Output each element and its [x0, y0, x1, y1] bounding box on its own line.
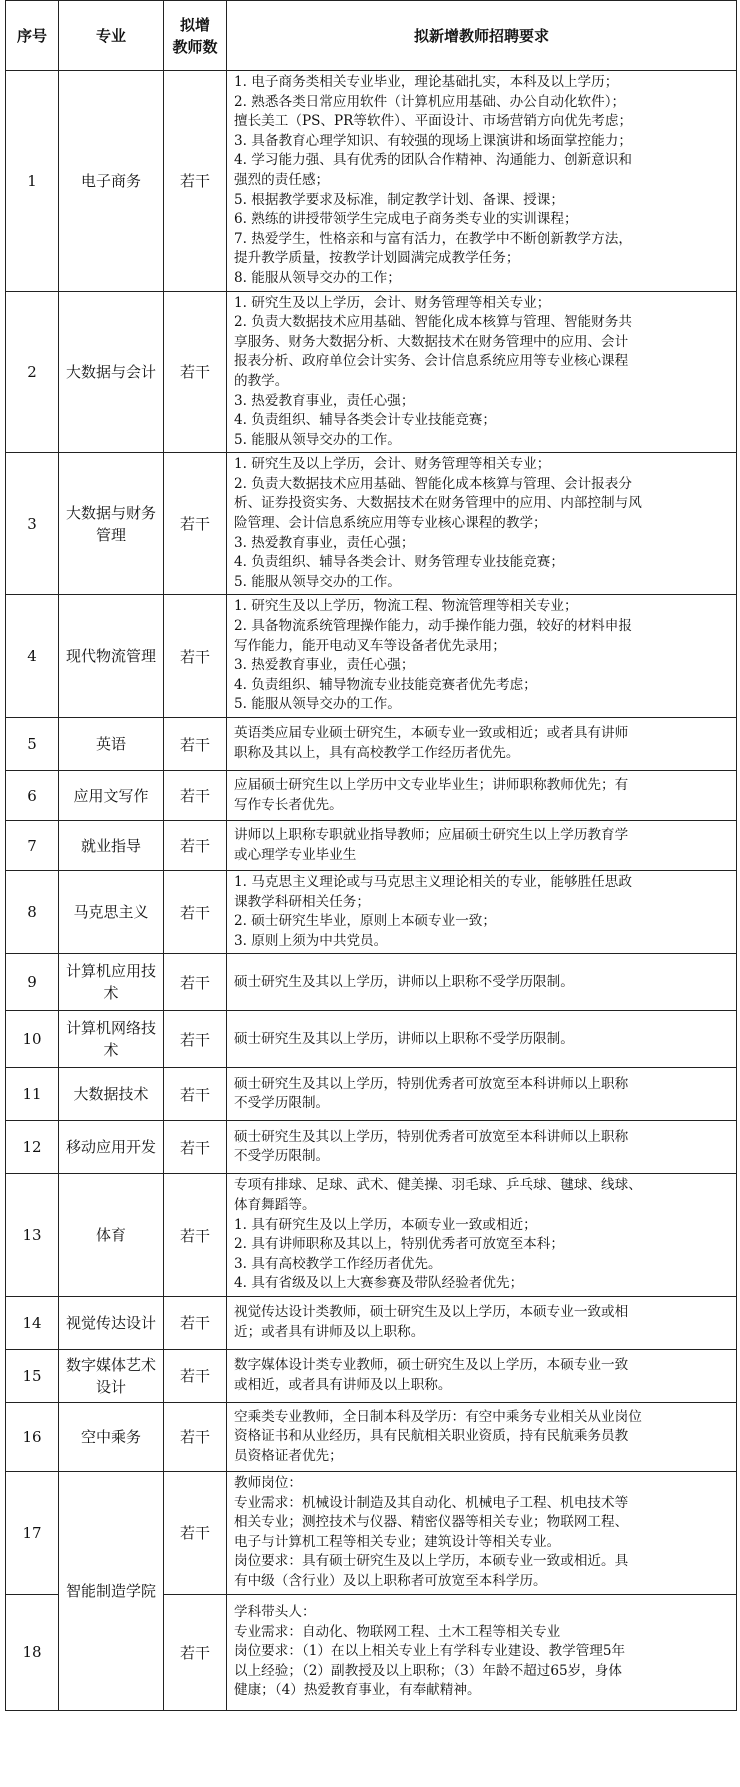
requirement-line: 有中级（含行业）及以上职称者可放宽至本科学历。 — [234, 1572, 547, 1589]
requirement-line: 健康；（4）热爱教育事业，有奉献精神。 — [234, 1682, 481, 1699]
row-index: 7 — [6, 821, 59, 871]
row-major: 计算机应用技术 — [59, 954, 164, 1011]
requirement-line: 视觉传达设计类教师，硕士研究生及以上学历，本硕专业一致或相 — [234, 1304, 629, 1321]
row-major: 智能制造学院 — [59, 1471, 164, 1710]
requirement-line: 提升教学质量，按教学计划圆满完成教学任务； — [234, 250, 520, 267]
requirement-line: 6. 熟练的讲授带领学生完成电子商务类专业的实训课程； — [234, 211, 578, 228]
requirement-line: 课教学科研相关任务； — [234, 893, 370, 910]
header-index: 序号 — [6, 1, 59, 71]
table-row — [6, 453, 737, 595]
requirement-line: 硕士研究生及其以上学历，特别优秀者可放宽至本科讲师以上职称 — [234, 1075, 629, 1092]
requirement-line: 学科带头人： — [234, 1604, 316, 1621]
requirement-line: 3. 具备教育心理学知识、有较强的现场上课演讲和场面掌控能力； — [234, 132, 632, 149]
row-index: 10 — [6, 1011, 59, 1068]
row-major: 视觉传达设计 — [59, 1296, 164, 1349]
table-row — [6, 1402, 737, 1471]
requirement-line: 职称及其以上，具有高校教学工作经历者优先。 — [234, 745, 520, 761]
requirement-line: 硕士研究生及其以上学历，讲师以上职称不受学历限制。 — [234, 1030, 574, 1047]
requirement-line: 写作能力，能开电动叉车等设备者优先录用； — [234, 637, 506, 654]
row-index: 13 — [6, 1174, 59, 1297]
requirement-line: 近；或者具有讲师及以上职称。 — [234, 1323, 425, 1340]
requirement-line: 7. 热爱学生，性格亲和与富有活力，在教学中不断创新教学方法， — [234, 230, 632, 247]
row-requirements — [227, 453, 737, 595]
requirement-line: 2. 负责大数据技术应用基础、智能化成本核算与管理、会计报表分 — [234, 475, 632, 492]
requirement-line: 不受学历限制。 — [234, 1148, 330, 1165]
row-major: 现代物流管理 — [59, 595, 164, 718]
table-row — [6, 1296, 737, 1349]
row-count: 若干 — [164, 771, 227, 821]
requirement-line: 5. 能服从领导交办的工作。 — [234, 573, 401, 590]
row-index: 6 — [6, 771, 59, 821]
row-index: 3 — [6, 453, 59, 595]
row-index: 15 — [6, 1349, 59, 1402]
requirement-line: 或相近，或者具有讲师及以上职称。 — [234, 1376, 452, 1393]
requirement-line: 写作专长者优先。 — [234, 796, 343, 813]
requirement-line: 数字媒体设计类专业教师，硕士研究生及以上学历，本硕专业一致 — [234, 1357, 629, 1374]
requirement-line: 教师岗位： — [234, 1474, 302, 1491]
requirement-line: 4. 负责组织、辅导各类会计、财务管理专业技能竞赛； — [234, 554, 564, 571]
requirement-line: 1. 研究生及以上学历，物流工程、物流管理等相关专业； — [234, 598, 578, 615]
row-count: 若干 — [164, 453, 227, 595]
header-count: 拟增 教师数 — [164, 1, 227, 71]
row-index: 8 — [6, 871, 59, 954]
requirement-line: 2. 具备物流系统管理操作能力，动手操作能力强，较好的材料申报 — [234, 618, 632, 635]
requirement-line: 的教学。 — [234, 372, 289, 389]
table-row — [6, 771, 737, 821]
requirement-line: 以上经验；（2）副教授及以上职称；（3）年龄不超过65岁，身体 — [234, 1662, 623, 1679]
row-requirements — [227, 1011, 737, 1068]
row-index: 17 — [6, 1471, 59, 1594]
requirement-line: 2. 具有讲师职称及其以上，特别优秀者可放宽至本科； — [234, 1236, 564, 1253]
requirement-line: 3. 具有高校教学工作经历者优先。 — [234, 1255, 442, 1272]
row-requirements — [227, 718, 737, 771]
requirement-line: 3. 原则上须为中共党员。 — [234, 932, 388, 949]
requirement-line: 英语类应届专业硕士研究生，本硕专业一致或相近；或者具有讲师 — [234, 725, 629, 742]
row-count: 若干 — [164, 1296, 227, 1349]
row-count: 若干 — [164, 954, 227, 1011]
row-requirements — [227, 771, 737, 821]
requirement-line: 专业需求：自动化、物联网工程、土木工程等相关专业 — [234, 1623, 561, 1640]
requirement-line: 1. 研究生及以上学历，会计、财务管理等相关专业； — [234, 294, 551, 311]
row-major: 应用文写作 — [59, 771, 164, 821]
requirement-line: 8. 能服从领导交办的工作； — [234, 269, 401, 286]
row-index: 2 — [6, 291, 59, 453]
table-row — [6, 718, 737, 771]
row-count: 若干 — [164, 1402, 227, 1471]
row-requirements — [227, 1296, 737, 1349]
recruitment-table — [5, 0, 737, 1711]
requirement-line: 强烈的责任感； — [234, 171, 330, 188]
row-count: 若干 — [164, 1174, 227, 1297]
table-row — [6, 1011, 737, 1068]
header-row — [6, 1, 737, 71]
requirement-line: 险管理、会计信息系统应用等专业核心课程的教学； — [234, 515, 547, 532]
row-major: 就业指导 — [59, 821, 164, 871]
row-major: 体育 — [59, 1174, 164, 1297]
requirement-line: 1. 马克思主义理论或与马克思主义理论相关的专业，能够胜任思政 — [234, 874, 632, 890]
table-row — [6, 821, 737, 871]
requirement-line: 5. 能服从领导交办的工作。 — [234, 696, 401, 713]
requirement-line: 析、证券投资实务、大数据技术在财务管理中的应用、内部控制与风 — [234, 495, 642, 512]
requirement-line: 硕士研究生及其以上学历，特别优秀者可放宽至本科讲师以上职称 — [234, 1128, 629, 1145]
row-count: 若干 — [164, 821, 227, 871]
row-count: 若干 — [164, 1349, 227, 1402]
row-count: 若干 — [164, 71, 227, 292]
requirement-line: 5. 能服从领导交办的工作。 — [234, 431, 401, 448]
table-row — [6, 1068, 737, 1121]
row-count: 若干 — [164, 1068, 227, 1121]
requirement-line: 4. 负责组织、辅导各类会计专业技能竞赛； — [234, 412, 496, 429]
row-requirements — [227, 595, 737, 718]
requirement-line: 员资格证者优先； — [234, 1447, 343, 1464]
row-major: 马克思主义 — [59, 871, 164, 954]
requirement-line: 报表分析、政府单位会计实务、会计信息系统应用等专业核心课程 — [234, 353, 629, 370]
row-count: 若干 — [164, 595, 227, 718]
row-major: 大数据技术 — [59, 1068, 164, 1121]
row-index: 5 — [6, 718, 59, 771]
requirement-line: 2. 硕士研究生毕业，原则上本硕专业一致； — [234, 913, 496, 930]
row-count: 若干 — [164, 1011, 227, 1068]
requirement-line: 擅长美工（PS、PR等软件）、平面设计、市场营销方向优先考虑； — [234, 113, 633, 130]
row-count: 若干 — [164, 871, 227, 954]
table-row — [6, 954, 737, 1011]
row-index: 16 — [6, 1402, 59, 1471]
requirement-line: 专项有排球、足球、武术、健美操、羽毛球、乒乓球、毽球、线球、 — [234, 1177, 642, 1194]
row-requirements — [227, 1471, 737, 1594]
row-index: 9 — [6, 954, 59, 1011]
requirement-line: 1. 具有研究生及以上学历，本硕专业一致或相近； — [234, 1216, 537, 1233]
requirement-line: 4. 具有省级及以上大赛参赛及带队经验者优先； — [234, 1275, 524, 1292]
row-major: 移动应用开发 — [59, 1121, 164, 1174]
requirement-line: 3. 热爱教育事业，责任心强； — [234, 657, 415, 674]
row-index: 18 — [6, 1594, 59, 1710]
requirement-line: 硕士研究生及其以上学历，讲师以上职称不受学历限制。 — [234, 973, 574, 990]
requirement-line: 4. 负责组织、辅导物流专业技能竞赛者优先考虑； — [234, 676, 537, 693]
requirement-line: 1. 研究生及以上学历，会计、财务管理等相关专业； — [234, 456, 551, 473]
row-requirements — [227, 1594, 737, 1710]
requirement-line: 3. 热爱教育事业，责任心强； — [234, 392, 415, 409]
row-requirements — [227, 1174, 737, 1297]
row-requirements — [227, 1349, 737, 1402]
header-requirements: 拟新增教师招聘要求 — [227, 1, 737, 71]
requirement-line: 岗位要求：（1）在以上相关专业上有学科专业建设、教学管理5年 — [234, 1643, 626, 1660]
row-major: 英语 — [59, 718, 164, 771]
requirement-line: 资格证书和从业经历，具有民航相关职业资质，持有民航乘务员教 — [234, 1428, 629, 1445]
requirement-line: 3. 热爱教育事业，责任心强； — [234, 534, 415, 551]
row-requirements — [227, 1068, 737, 1121]
table-row — [6, 595, 737, 718]
requirement-line: 空乘类专业教师，全日制本科及学历：有空中乘务专业相关从业岗位 — [234, 1408, 642, 1425]
row-count: 若干 — [164, 291, 227, 453]
requirement-line: 2. 熟悉各类日常应用软件（计算机应用基础、办公自动化软件）； — [234, 93, 626, 110]
row-count: 若干 — [164, 718, 227, 771]
requirement-line: 体育舞蹈等。 — [234, 1196, 316, 1213]
row-count: 若干 — [164, 1471, 227, 1594]
row-major: 大数据与财务管理 — [59, 453, 164, 595]
row-requirements — [227, 1402, 737, 1471]
row-index: 11 — [6, 1068, 59, 1121]
table-row — [6, 291, 737, 453]
row-count: 若干 — [164, 1594, 227, 1710]
requirement-line: 岗位要求：具有硕士研究生及以上学历，本硕专业一致或相近。具 — [234, 1553, 629, 1570]
row-requirements — [227, 1121, 737, 1174]
requirement-line: 5. 根据教学要求及标准，制定教学计划、备课、授课； — [234, 191, 564, 208]
table-row — [6, 1349, 737, 1402]
row-requirements — [227, 871, 737, 954]
row-requirements — [227, 954, 737, 1011]
requirement-line: 2. 负责大数据技术应用基础、智能化成本核算与管理、智能财务共 — [234, 314, 632, 331]
table-body — [6, 71, 737, 1711]
row-index: 12 — [6, 1121, 59, 1174]
row-requirements — [227, 821, 737, 871]
requirement-line: 或心理学专业毕业生 — [234, 846, 357, 863]
requirement-line: 应届硕士研究生以上学历中文专业毕业生；讲师职称教师优先；有 — [234, 776, 629, 793]
requirement-line: 讲师以上职称专职就业指导教师；应届硕士研究生以上学历教育学 — [234, 826, 629, 843]
requirement-line: 4. 学习能力强、具有优秀的团队合作精神、沟通能力、创新意识和 — [234, 152, 632, 169]
table-row — [6, 71, 737, 292]
table-row — [6, 1121, 737, 1174]
requirement-line: 1. 电子商务类相关专业毕业，理论基础扎实，本科及以上学历； — [234, 74, 619, 90]
row-index: 4 — [6, 595, 59, 718]
row-requirements — [227, 291, 737, 453]
table-row — [6, 871, 737, 954]
requirement-line: 专业需求：机械设计制造及其自动化、机械电子工程、机电技术等 — [234, 1494, 629, 1511]
row-index: 14 — [6, 1296, 59, 1349]
header-major: 专业 — [59, 1, 164, 71]
requirement-line: 不受学历限制。 — [234, 1095, 330, 1112]
table-row — [6, 1174, 737, 1297]
row-count: 若干 — [164, 1121, 227, 1174]
requirement-line: 电子与计算机工程等相关专业；建筑设计等相关专业。 — [234, 1533, 561, 1550]
row-major: 数字媒体艺术设计 — [59, 1349, 164, 1402]
row-index: 1 — [6, 71, 59, 292]
table-row — [6, 1471, 737, 1594]
row-major: 电子商务 — [59, 71, 164, 292]
row-major: 计算机网络技术 — [59, 1011, 164, 1068]
requirement-line: 相关专业；测控技术与仪器、精密仪器等相关专业；物联网工程、 — [234, 1514, 629, 1531]
row-major: 大数据与会计 — [59, 291, 164, 453]
row-requirements — [227, 71, 737, 292]
row-major: 空中乘务 — [59, 1402, 164, 1471]
requirement-line: 享服务、财务大数据分析、大数据技术在财务管理中的应用、会计 — [234, 333, 629, 350]
